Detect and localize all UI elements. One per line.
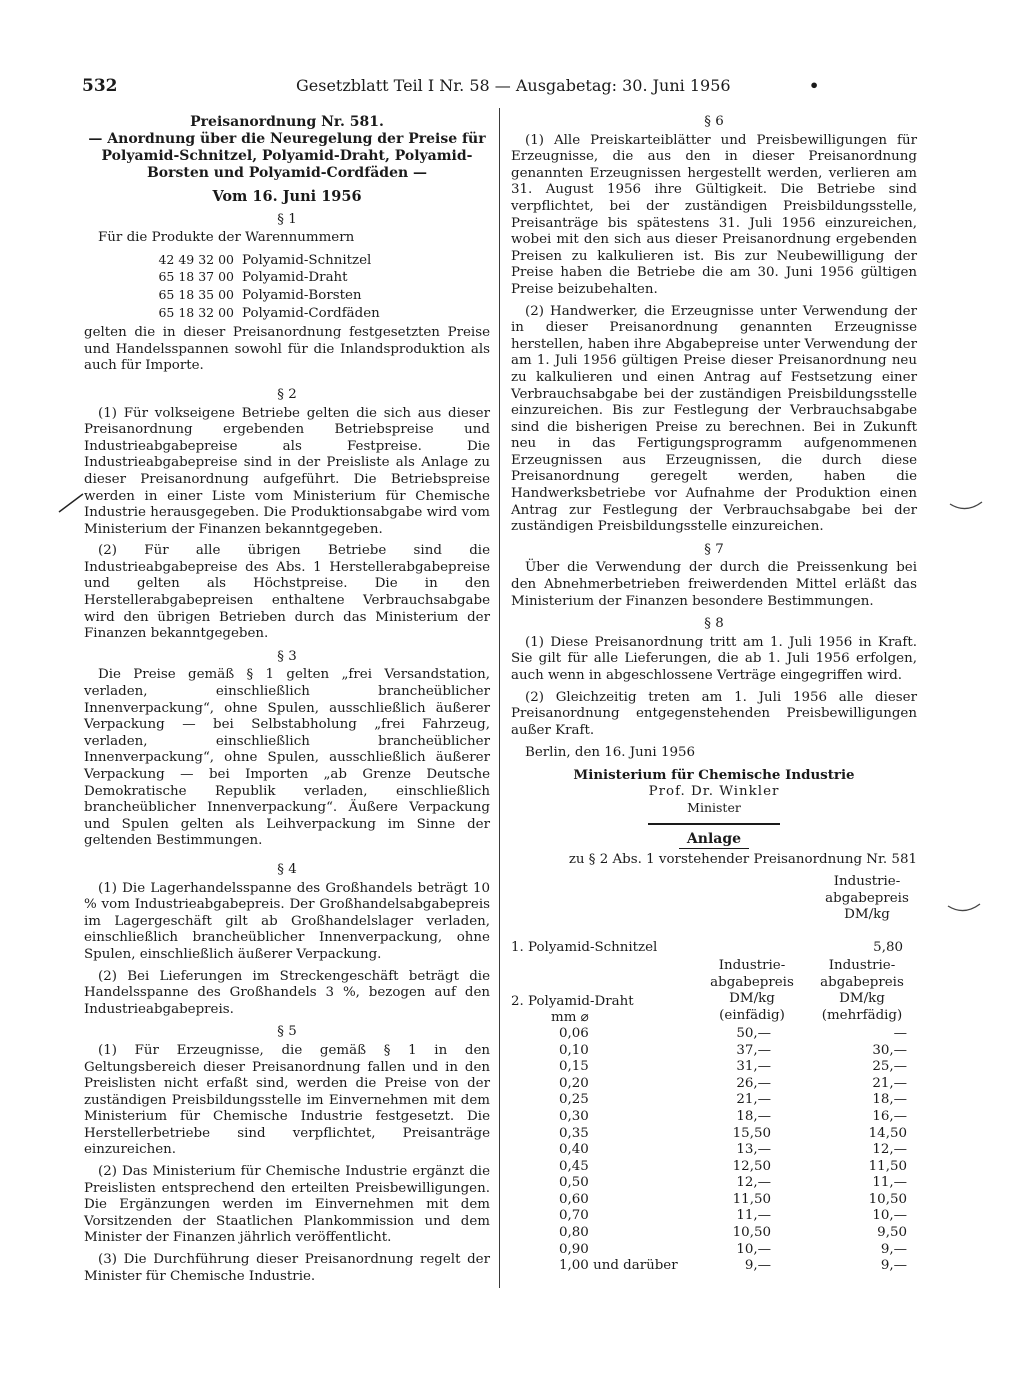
ministry-name: Ministerium für Chemische Industrie	[573, 766, 855, 783]
list-item: 65 18 35 00 Polyamid-Borsten	[158, 286, 362, 303]
table-row	[511, 1109, 917, 1126]
price-single-cell: 15,50	[732, 1125, 771, 1141]
wire-price-header	[511, 958, 917, 1026]
signatory-role: Minister	[687, 800, 741, 816]
ordinance-subtitle: — Anordnung über die Neuregelung der Preise für	[88, 131, 486, 147]
appendix-reference: zu § 2 Abs. 1 vorstehender Preisanordnung Nr. 581	[568, 852, 917, 868]
list-item: 42 49 32 00 Polyamid-Schnitzel	[158, 251, 372, 268]
diameter-cell: 0,30	[559, 1108, 589, 1124]
section-8-para-2: (2) Gleichzeitig treten am 1. Juli 1956 alle dieser Preisanordnung entgegenstehenden Preisbewilligungen außer Kraft.	[511, 689, 917, 738]
ordinance-date: Vom 16. Juni 1956	[212, 188, 362, 205]
table-row	[511, 1026, 917, 1043]
price-single-cell: 9,—	[744, 1258, 771, 1274]
section-7-para-1: Über die Verwendung der durch die Preissenkung bei den Abnehmerbetrieben freiwerdenden Mittel erläßt das Ministerium der Finanzen besondere Bestimmungen.	[511, 560, 917, 609]
price-multi-cell: 12,—	[872, 1142, 907, 1158]
section-heading: § 2	[277, 386, 297, 402]
page-header	[82, 76, 822, 98]
ordinance-subtitle: Polyamid-Schnitzel, Polyamid-Draht, Polyamid-	[101, 148, 473, 164]
left-column	[84, 114, 490, 1290]
section-2-para-2: (2) Für alle übrigen Betriebe sind die Industrieabgabepreise des Abs. 1 Herstellerabgabepreise und gelten als Höchstpreise. Die in den Herstellerabgabepreisen enthaltene Verbrauchsabgabe wird den übrigen Betrieben durch das Ministerium der Finanzen bekanntgegeben.	[84, 543, 490, 642]
diameter-cell: 0,15	[559, 1059, 589, 1075]
price-single-cell: 50,—	[736, 1025, 771, 1041]
diameter-cell: 0,35	[559, 1125, 589, 1141]
price-multi-cell: 14,50	[868, 1125, 907, 1141]
section-8-para-1: (1) Diese Preisanordnung tritt am 1. Juli 1956 in Kraft. Sie gilt für alle Lieferungen, die ab 1. Juli 1956 erfolgen, auch wenn in abgeschlossene Verträge eingegriffen wird.	[511, 634, 917, 683]
price-multi-cell: 10,—	[872, 1208, 907, 1224]
item-label: 2. Polyamid-Draht	[511, 993, 634, 1009]
section-4-para-2: (2) Bei Lieferungen im Streckengeschäft beträgt die Handelsspanne des Großhandels 3 %, bezogen auf den Industrieabgabepreis.	[84, 968, 490, 1017]
diameter-cell: 0,10	[559, 1042, 589, 1058]
price-table	[511, 1026, 917, 1275]
section-heading: § 6	[704, 114, 724, 129]
section-6-para-1: (1) Alle Preiskarteiblätter und Preisbewilligungen für Erzeugnisse, die aus den in dieser Preisanordnung genannten Erzeugnissen hergestellt werden, verlieren am 31. August 1956 ihre Gültigkeit. Die Betriebe sind verpflichtet, bei der zuständigen Preisbildungsstelle, Preisanträge bis spätestens 31. Juli 1956 einzureichen, wobei mit den sich aus dieser Preisanordnung ergebenden Preisen zu kalkulieren ist. Bis zur Neubewilligung der Preise haben die Betriebe die am 30. Juni 1956 gültigen Preise beizubehalten.	[511, 132, 917, 297]
price-single-cell: 31,—	[736, 1059, 771, 1075]
price-single-cell: 37,—	[736, 1042, 771, 1058]
section-2-para-1: (1) Für volkseigene Betriebe gelten die sich aus dieser Preisanordnung ergebenden Betriebspreise und Industrieabgabepreise als Festpreise. Die Industrieabgabepreise sind in der Preisliste als Anlage zu dieser Preisanordnung aufgeführt. Die Betriebspreise werden in einer Liste vom Ministerium für Chemische Industrie herausgegeben. Die Produktionsabgabe wird vom Ministerium der Finanzen bekanntgegeben.	[84, 405, 490, 537]
diameter-cell: 0,50	[559, 1175, 589, 1191]
table-row	[511, 1043, 917, 1060]
table-row	[511, 940, 917, 958]
price-single-cell: 13,—	[736, 1142, 771, 1158]
price-multi-cell: 9,50	[877, 1225, 907, 1241]
diameter-cell: 1,00 und darüber	[559, 1258, 678, 1274]
diameter-cell: 0,70	[559, 1208, 589, 1224]
table-row	[511, 1208, 917, 1225]
appendix-underline	[679, 848, 749, 849]
section-1-text: gelten die in dieser Preisanordnung festgesetzten Preise und Handelsspannen sowohl für die Inlandsproduktion als auch für Importe.	[84, 325, 490, 374]
price-single-cell: 10,50	[732, 1225, 771, 1241]
price-single-cell: 11,—	[736, 1208, 771, 1224]
column-header-multi: Industrie- abgabepreis DM/kg (mehrfädig)	[820, 957, 904, 1023]
section-6-para-2: (2) Handwerker, die Erzeugnisse unter Verwendung der in dieser Preisanordnung genannten Erzeugnisse herstellen, haben ihre Abgabepreise unter Verwendung der am 1. Juli 1956 gültigen Preise dieser Preisanordnung neu zu kalkulieren und einen Antrag auf Festsetzung einer Verbrauchsabgabe bei der zuständigen Preisbildungsstelle einzureichen. Bis zur Festlegung der Verbrauchsabgabe sind die bisherigen Preise zu berechnen. Bei in Zukunft neu in das Fertigungsprogramm aufgenommenen Erzeugnissen aus Erzeugnissen, die durch diese Preisanordnung geregelt werden, haben die Handwerksbetriebe vor Aufnahme der Produktion einen Antrag zur Festlegung der Verbrauchsabgabe bei der zuständigen Preisbildungsstelle einzureichen.	[511, 303, 917, 535]
header-bullet: •	[809, 76, 820, 95]
price-single-cell: 21,—	[736, 1092, 771, 1108]
diameter-cell: 0,40	[559, 1142, 589, 1158]
table-row	[511, 1076, 917, 1093]
section-5-para-1: (1) Für Erzeugnisse, die gemäß § 1 in den Geltungsbereich dieser Preisanordnung fallen und in den Preislisten nicht erfaßt sind, werden die Preise von der zuständigen Preisbildungsstelle im Einvernehmen mit dem Ministerium für Chemische Industrie festgesetzt. Die Herstellerbetriebe sind verpflichtet, Preisanträge einzureichen.	[84, 1042, 490, 1158]
price-multi-cell: 10,50	[868, 1191, 907, 1207]
section-heading: § 5	[277, 1024, 297, 1040]
item-price: 5,80	[873, 939, 903, 955]
price-multi-cell: 18,—	[872, 1092, 907, 1108]
diameter-cell: 0,80	[559, 1225, 589, 1241]
price-multi-cell: 16,—	[872, 1108, 907, 1124]
table-row	[511, 1092, 917, 1109]
price-single-cell: 18,—	[736, 1108, 771, 1124]
item-label: 1. Polyamid-Schnitzel	[511, 939, 658, 955]
section-1-intro: Für die Produkte der Warennummern	[98, 230, 355, 246]
column-header: abgabepreis	[825, 890, 909, 906]
price-multi-cell: —	[893, 1025, 907, 1041]
diameter-cell: 0,45	[559, 1158, 589, 1174]
table-row	[511, 1242, 917, 1259]
section-heading: § 1	[277, 211, 297, 227]
diameter-cell: 0,60	[559, 1191, 589, 1207]
page-number: 532	[82, 76, 118, 96]
price-single-cell: 26,—	[736, 1075, 771, 1091]
table-row	[511, 1059, 917, 1076]
section-heading: § 8	[704, 616, 724, 632]
price-single-cell: 11,50	[732, 1191, 771, 1207]
price-multi-cell: 9,—	[880, 1258, 907, 1274]
price-multi-cell: 30,—	[872, 1042, 907, 1058]
margin-curve-mark	[948, 500, 984, 514]
table-row	[511, 1126, 917, 1143]
price-multi-cell: 9,—	[880, 1241, 907, 1257]
ordinance-title: Preisanordnung Nr. 581.	[190, 114, 384, 130]
appendix-title: Anlage	[686, 830, 742, 847]
margin-curve-mark	[946, 902, 982, 916]
list-item: 65 18 37 00 Polyamid-Draht	[158, 269, 348, 286]
place-date: Berlin, den 16. Juni 1956	[525, 745, 696, 761]
section-3-para-1: Die Preise gemäß § 1 gelten „frei Versandstation, verladen, einschließlich brancheüblicher Innenverpackung“, ohne Spulen, ausschließlich äußerer Verpackung — bei Selbstabholung „frei Fahrzeug, verladen, einschließlich brancheüblicher Innenverpackung“, ohne Spulen, ausschließlich äußerer Verpackung — bei Importen „ab Grenze Deutsche Demokratische Republik verladen, einschließlich brancheüblicher Innenverpackung“. Äußere Verpackung und Spulen gelten als Leihverpackung im Sinne der geltenden Bestimmungen.	[84, 667, 490, 849]
margin-slash-mark	[57, 493, 85, 513]
section-heading: § 7	[704, 541, 724, 557]
table-row	[511, 1175, 917, 1192]
table-row	[511, 1225, 917, 1242]
price-single-cell: 12,50	[732, 1158, 771, 1174]
list-item: 65 18 32 00 Polyamid-Cordfäden	[158, 304, 380, 321]
price-single-cell: 12,—	[736, 1175, 771, 1191]
right-column	[511, 114, 917, 1275]
diameter-cell: 0,06	[559, 1025, 589, 1041]
signatory-name: Prof. Dr. Winkler	[648, 783, 780, 799]
column-divider	[499, 108, 500, 1288]
separator-rule	[648, 823, 780, 825]
column-header: DM/kg	[844, 907, 890, 923]
price-multi-cell: 21,—	[872, 1075, 907, 1091]
section-4-para-1: (1) Die Lagerhandelsspanne des Großhandels beträgt 10 % vom Industrieabgabepreis. Der Großhandelsabgabepreis im Lagergeschäft gilt ab Großhandelslager verladen, einschließlich brancheüblicher Innenverpackung, ohne Spulen, einschließlich äußerer Verpackung.	[84, 880, 490, 962]
diameter-cell: 0,20	[559, 1075, 589, 1091]
table-row	[511, 1192, 917, 1209]
table-row	[511, 1258, 917, 1275]
section-heading: § 4	[277, 861, 297, 877]
section-heading: § 3	[277, 648, 297, 664]
ware-number-list	[130, 252, 490, 322]
diameter-cell: 0,90	[559, 1241, 589, 1257]
price-single-cell: 10,—	[736, 1241, 771, 1257]
table-row	[511, 1142, 917, 1159]
ordinance-subtitle: Borsten und Polyamid-Cordfäden —	[146, 165, 428, 181]
diameter-cell: 0,25	[559, 1092, 589, 1108]
column-header-single: Industrie- abgabepreis DM/kg (einfädig)	[710, 957, 794, 1023]
gazette-title: Gesetzblatt Teil I Nr. 58 — Ausgabetag: 30. Juni 1956	[296, 76, 731, 95]
price-multi-cell: 25,—	[872, 1059, 907, 1075]
table-row	[511, 1159, 917, 1176]
section-5-para-3: (3) Die Durchführung dieser Preisanordnung regelt der Minister für Chemische Industrie.	[84, 1252, 490, 1284]
unit-label: mm ⌀	[551, 1009, 589, 1025]
column-header: Industrie-	[833, 873, 901, 889]
section-5-para-2: (2) Das Ministerium für Chemische Industrie ergänzt die Preislisten entsprechend den erteilten Preisbewilligungen. Die Ergänzungen werden im Einvernehmen mit dem Vorsitzenden der Staatlichen Plankommission und dem Minister der Finanzen jährlich veröffentlicht.	[84, 1164, 490, 1246]
price-multi-cell: 11,—	[872, 1175, 907, 1191]
price-multi-cell: 11,50	[868, 1158, 907, 1174]
schnitzel-price-header	[511, 874, 917, 940]
